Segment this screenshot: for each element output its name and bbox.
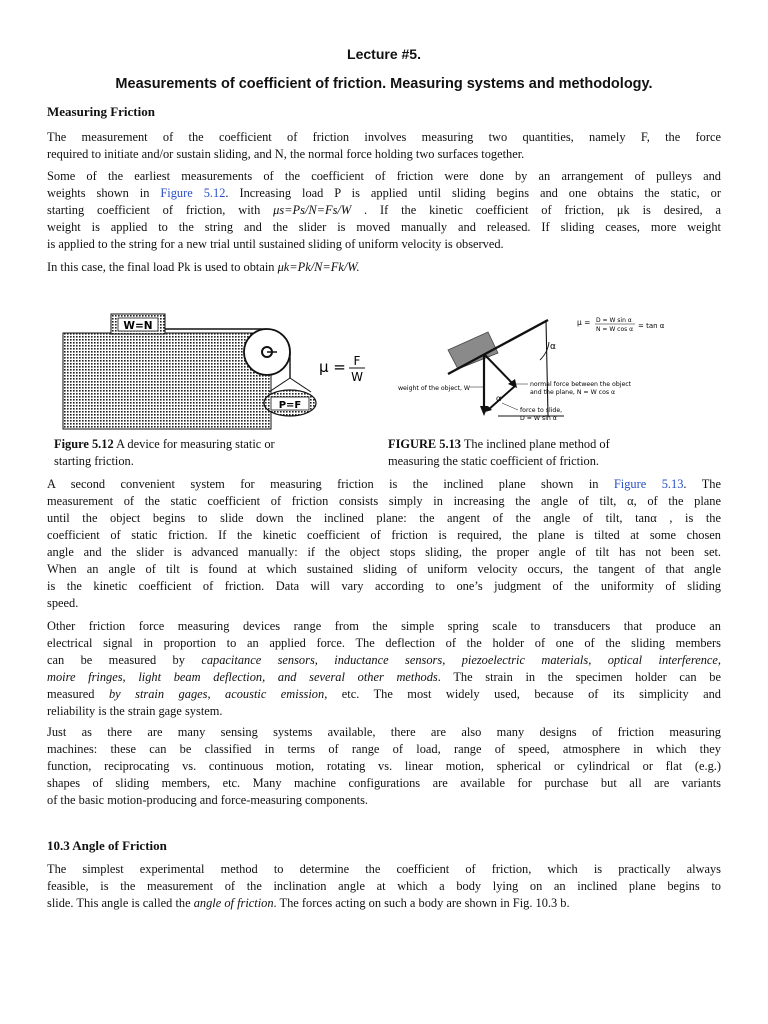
base-block xyxy=(63,333,271,429)
kinetic-friction-equation: μk=Pk/N=Fk/W. xyxy=(277,260,360,274)
caption-text: measuring the static coefficient of friction. xyxy=(388,454,600,468)
paragraph-intro xyxy=(47,129,721,163)
figure-5-12-link[interactable]: Figure 5.12 xyxy=(160,186,226,200)
mu-equation-bottom: N = W cos α xyxy=(596,326,634,333)
label-slide-line2: D = W sin α xyxy=(520,415,557,422)
mu-equation-top: D = W sin α xyxy=(596,317,632,324)
paragraph-pulley-method xyxy=(47,168,721,253)
text-line: weights shown in Figure 5.12. Increasing load P is applied until sliding begins and one obtains the static, or xyxy=(47,186,721,200)
formula-numerator: F xyxy=(353,354,361,368)
text-line: required to initiate and/or sustain sliding, and N, the normal force holding two surfaces together. xyxy=(47,147,525,161)
text-line: The simplest experimental method to determine the coefficient of friction, which is practically always xyxy=(47,862,721,876)
text-line: reliability is the strain gage system. xyxy=(47,704,223,718)
vector-angle-label: α xyxy=(496,394,502,403)
text-line: measurement of the static coefficient of friction consists simply in increasing the angle of tilt, α, of the plane xyxy=(47,494,721,508)
page-title: Measurements of coefficient of friction. Measuring systems and methodology. xyxy=(115,76,653,92)
caption-text: A device for measuring static or xyxy=(113,437,275,451)
text-line: Other friction force measuring devices range from the simple spring scale to transducers that produce an xyxy=(47,619,721,633)
text-line: angle and the slider is advanced manually: if the object stops sliding, the proper angle of tilt has not been set. xyxy=(47,545,721,559)
text-line: The measurement of the coefficient of friction involves measuring two quantities, namely F, the force xyxy=(47,130,721,144)
section-heading-angle-of-friction: 10.3 Angle of Friction xyxy=(47,838,167,853)
angle-alpha-label: α xyxy=(550,342,556,352)
slider-label: W=N xyxy=(123,320,153,332)
text-line: feasible, is the measurement of the inclination angle at which a body lying on an inclined plane begins to xyxy=(47,879,721,893)
figure-5-12-caption xyxy=(54,436,354,470)
text-line: Some of the earliest measurements of the coefficient of friction were done by an arrangement of pulleys and xyxy=(47,169,721,183)
mu-tan-alpha: = tan α xyxy=(638,322,665,330)
paragraph-machine-designs xyxy=(47,724,721,809)
caption-label: FIGURE 5.13 xyxy=(388,437,461,451)
text-line: When an angle of tilt is found at which sustained sliding of uniform velocity occurs, the tangent of that angle xyxy=(47,562,721,576)
text-line: speed. xyxy=(47,596,79,610)
text-line: A second convenient system for measuring friction is the inclined plane shown in Figure 5.13. The xyxy=(47,477,721,491)
mu-symbol: μ = xyxy=(577,318,591,327)
paragraph-angle-of-friction xyxy=(47,861,721,912)
label-normal-line1: normal force between the object xyxy=(530,381,632,388)
normal-vector xyxy=(484,354,513,384)
label-slide-leader xyxy=(502,403,518,410)
paragraph-inclined-plane xyxy=(47,476,721,612)
text-line: electrical signal in proportion to an applied force. The deflection of the holder of one of the sliding members xyxy=(47,636,721,650)
text-line: of the basic motion-producing and force-measuring components. xyxy=(47,793,369,807)
caption-text: The inclined plane method of xyxy=(460,437,610,451)
paragraph-measuring-devices xyxy=(47,618,721,720)
text-line: starting coefficient of friction, with μs=Ps/N=Fs/W . If the kinetic coefficient of friction, μk is desired, a xyxy=(47,203,721,217)
static-friction-equation: μs=Ps/N=Fs/W xyxy=(273,203,352,217)
formula-mu: μ = xyxy=(319,358,346,376)
text-line: can be measured by capacitance sensors, inductance sensors, piezoelectric materials, optical interference, xyxy=(47,653,721,667)
figure-5-12-pulley-device xyxy=(55,306,385,431)
label-normal-line2: and the plane, N = W cos α xyxy=(530,389,616,396)
text-line: slide. This angle is called the angle of friction. The forces acting on such a body are shown in Fig. 10.3 b. xyxy=(47,896,570,910)
text-line: is applied to the string for a new trial until sustained sliding of uniform velocity is observed. xyxy=(47,237,504,251)
label-slide-line1: force to slide, xyxy=(520,407,563,414)
text-line: is the kinetic coefficient of friction. Data will vary according to one’s judgment of the uniformity of sliding xyxy=(47,579,721,593)
text-line: shapes of sliding members, etc. Many machine configurations are available for purchase but all are variants xyxy=(47,776,721,790)
slide-force-vector xyxy=(488,386,515,410)
paragraph-kinetic-load xyxy=(47,259,721,276)
text-line: In this case, the final load Pk is used to obtain μk=Pk/N=Fk/W. xyxy=(47,260,360,274)
caption-text: starting friction. xyxy=(54,454,134,468)
figure-5-13-caption xyxy=(388,436,698,470)
figure-5-13-link[interactable]: Figure 5.13 xyxy=(613,477,684,491)
caption-label: Figure 5.12 xyxy=(54,437,114,451)
text-line: moire fringes, light beam deflection, and several other methods. The strain in the specimen holder can be xyxy=(47,670,722,684)
figure-5-13-inclined-plane xyxy=(392,306,682,431)
text-line: until the object begins to slide down the inclined plane: the angent of the angle of tilt, tanα , is the xyxy=(47,511,721,525)
text-line: coefficient of static friction. If the kinetic coefficient of friction is required, the plane is tilted at some chosen xyxy=(47,528,721,542)
label-weight: weight of the object, W xyxy=(398,385,470,392)
section-heading-measuring-friction: Measuring Friction xyxy=(47,104,155,119)
formula-denominator: W xyxy=(351,370,363,384)
text-line: measured by strain gages, acoustic emission, etc. The most widely used, because of its simplicity and xyxy=(47,687,722,701)
weight-label: P=F xyxy=(278,400,302,411)
text-line: function, reciprocating vs. continuous motion, rotating vs. linear motion, spherical or cylindrical or flat (e.g.) xyxy=(47,759,721,773)
text-line: machines: these can be classified in terms of range of load, range of speed, atmosphere in which they xyxy=(47,742,721,756)
angle-arc xyxy=(540,342,549,360)
vertical-reference xyxy=(546,320,548,416)
text-line: weight is applied to the string and the slider is moved manually and released. If sliding ceases, more weight xyxy=(47,220,721,234)
text-line: Just as there are many sensing systems available, there are also many designs of friction measuring xyxy=(47,725,721,739)
lecture-number: Lecture #5. xyxy=(347,46,421,62)
